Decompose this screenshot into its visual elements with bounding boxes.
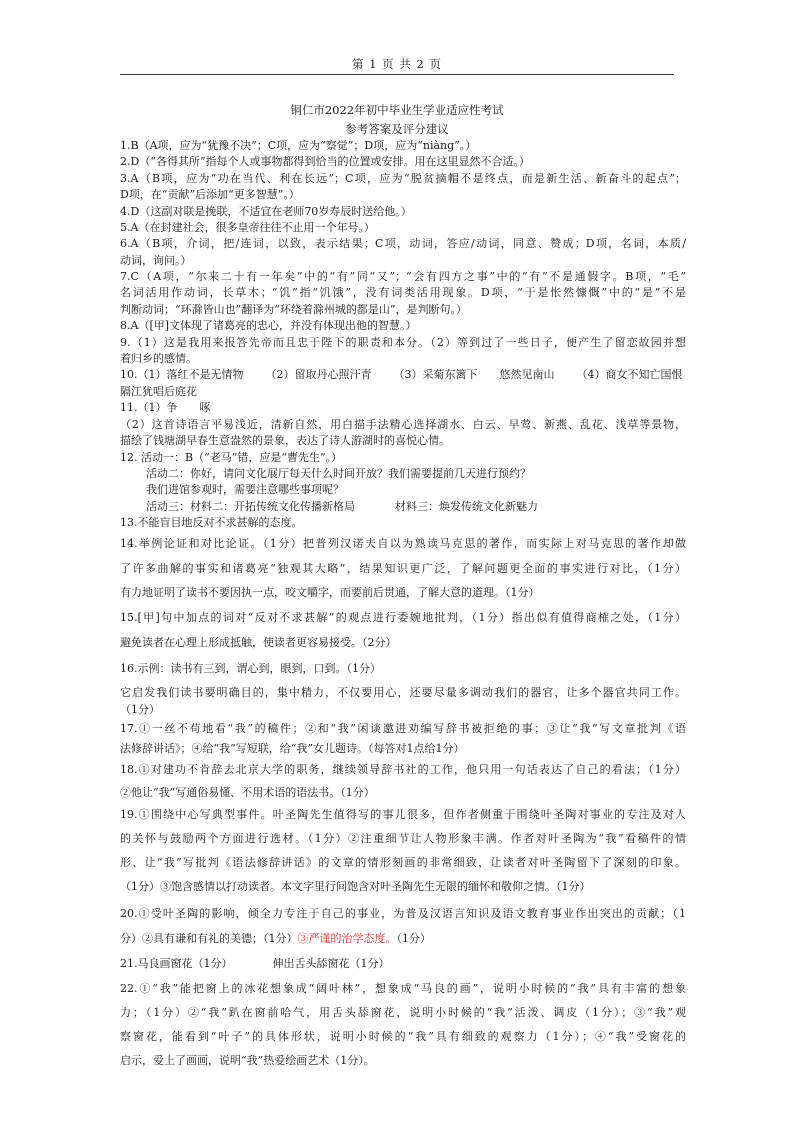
answer-line: （1分） [120,703,160,716]
q11-answer-1b: 啄 [199,401,211,414]
answer-line: 了许多曲解的事实和诸葛亮“独观其大略”，结果知识更广泛，了解问题更全面的事实进行对比，（1分） [120,562,686,575]
answer-line: 1.B（A项，应为“犹豫不决”；C项，应为“察觉”；D项，应为“niàng”。） [120,139,477,152]
header-divider [120,74,674,75]
answer-line: 8.A（[甲]文体现了诸葛亮的忠心，并没有体现出他的智慧。） [120,319,417,332]
answer-line: 形、让“我”写批判《语法修辞讲话》的文章的情形刻画的非常细致，让读者对叶圣陶留下了深刻的印象。 [120,856,686,869]
answer-line: 3.A（B项，应为“功在当代、利在长远”；C项，应为“脱贫摘帽不是终点，而是新生活、新奋斗的起点”； [120,172,686,185]
q21-answer-b: 伸出舌头舔窗花（1分） [272,957,390,970]
q12-line: 12. 活动一：B（“老马”错，应是“曹先生”。） [120,451,343,464]
page-header: 第 1 页 共 2 页 [352,57,442,71]
answer-line: 着归乡的感情。 [120,352,197,365]
answer-line: 判断动词；“环滁皆山也”翻译为“环绕着滁州城的都是山”，是判断句。） [120,303,467,316]
answer-line: 20.①受叶圣陶的影响，倾全力专注于自己的事业，为普及汉语言知识及语文教育事业作出突出的贡献；（1 [120,907,686,920]
answer-line: D项，在“贡献”后添加“更多智慧”。） [120,188,300,201]
answer-line: 6.A（B项，介词，把/连词，以致，表示结果；C项，动词，答应/动词，同意、赞成；D项，名词，本质/ [120,237,686,250]
answer-line: 9.（1）这是我用来报答先帝而且忠于陛下的职责和本分。（2）等到过了一些日子，便产生了留恋故园并想 [120,336,686,349]
q11-answer-1: 11.（1）争 [120,401,178,414]
answer-line: 描绘了钱塘湖早春生意盎然的景象，表达了诗人游湖时的喜悦心情。 [120,434,450,447]
answer-line: 法修辞讲话》；④给“我”写短联，给“我”女儿题诗。（每答对1点给1分） [120,742,465,755]
q10-item-3: （3）采菊东篱下 [393,368,478,381]
answer-line: 5.A（在封建社会，很多皇帝往往不止用一个年号。） [120,221,375,234]
answer-line: 18.①对建功不肯辞去北京大学的职务，继续领导辞书社的工作，他只用一句话表达了自己的看法；（1分） [120,763,686,776]
answer-line: 22.①“我”能把窗上的冰花想象成“阔叶林”，想象成“马良的画”，说明小时候的“我”具有丰富的想象 [120,982,686,995]
q10-item-2: （2）留取丹心照汗青 [265,368,372,381]
q12-line: 我们进馆参观时，需要注意哪些事项呢？ [146,483,344,496]
answer-line: ②他让“我”写通俗易懂、不用术语的语法书。（1分） [120,786,375,799]
q10-tail: 隔江犹唱后庭花 [120,385,197,398]
q20-score: （1分） [396,932,431,945]
exam-title: 铜仁市2022年初中毕业生学业适应性考试 [290,103,504,117]
q10-item-4: （4）商女不知亡国恨 [576,368,683,381]
q12-line: 活动二：你好，请问文化展厅每天什么时间开放？我们需要提前几天进行预约？ [146,467,531,480]
answer-line: 14.举例论证和对比论证。（1分）把普列汉诺夫自以为熟读马克思的著作，而实际上对马克思的著作却做 [120,537,686,550]
answer-line: 有力地证明了读书不要因执一点，咬文嚼字，而要前后贯通，了解大意的道理。（1分） [120,586,540,599]
answer-line: 启示，爱上了画画，说明“我”热爱绘画艺术（1分）。 [120,1054,375,1067]
q11-line [120,401,686,415]
answer-line: 4.D（这副对联是挽联，不适宜在老师70岁寿辰时送给他。） [120,205,412,218]
answer-line: 它启发我们读书要明确目的，集中精力，不仅要用心，还要尽量多调动我们的器官，让多个器官共同工作。 [120,686,686,699]
answer-line: （2）这首诗语言平易浅近，清新自然，用白描手法精心选择湖水、白云、早莺、新燕、乱花、浅草等景物， [120,418,686,431]
answer-line: 2.D（“各得其所”指每个人或事物都得到恰当的位置或安排。用在这里显然不合适。） [120,155,531,168]
q12-activity3-material2: 活动三：材料二：开拓传统文化传播新格局 [146,500,355,513]
answer-line: 13.不能盲目地反对不求甚解的态度。 [120,516,303,529]
answer-line: 17.①一丝不苟地看“我”的稿件；②和“我”闲谈邀进劝编写辞书被拒绝的事；③让“我”写文章批判《语 [120,722,686,735]
q12-activity3-material3: 材料三：焕发传统文化新魅力 [395,500,538,513]
q10-item-1: 10.（1）落红不是无情物 [120,368,244,381]
exam-subtitle: 参考答案及评分建议 [345,122,449,136]
answer-line: 16.示例：读书有三到，谓心到，眼到，口到。（1分） [120,662,381,675]
answer-line: 避免读者在心理上形成抵触，使读者更容易接受。（2分） [120,636,397,649]
answer-line: 动词，询问。） [120,254,192,267]
answer-line: （1分）③饱含感情以打动读者。本文字里行间饱含对叶圣陶先生无限的缅怀和敬仰之情。（1分） [120,880,591,893]
q10-line [120,368,686,382]
q20-highlighted-answer: ③严谨的治学态度。 [297,932,397,945]
answer-line: 名词活用作动词，长草木；“饥”指“饥饿”，没有词类活用现象。D项，“于是怅然慷慨”中的“是”不是 [120,286,686,299]
q10-item-3b: 悠然见南山 [499,368,555,381]
q20-part: 分）②具有谦和有礼的美德；（1分） [120,932,298,945]
q21-line [120,957,686,971]
q21-answer-a: 21.马良画窗花（1分） [120,957,233,970]
answer-line: 7.C（A项，“尔来二十有一年矣”中的“有”同“又”；“会有四方之事”中的“有”不是通假字。B项，“毛” [120,270,686,283]
answer-line: 的关怀与鼓励两个方面进行选材。（1分）②注重细节让人物形象丰满。作者对叶圣陶为“我”看稿件的情 [120,832,686,845]
answer-line: 察窗花，能看到“叶子”的具体形状，说明小时候的“我”具有细致的观察力（1分）；④“我”受窗花的 [120,1030,686,1043]
answer-line: 19.①围绕中心写典型事件。叶圣陶先生值得写的事儿很多，但作者侧重于围绕叶圣陶对事业的专注及对人 [120,808,686,821]
q20-line [120,932,686,946]
answer-line: 15.[甲]句中加点的词对“反对不求甚解”的观点进行委婉地批判，（1分）指出似有值得商榷之处，（1分） [120,611,686,624]
q12-line [146,500,712,514]
answer-line: 力；（1分）②“我”趴在窗前哈气，用舌头舔窗花，说明小时候的“我”活泼、调皮（1分）；③“我”观 [120,1006,686,1019]
